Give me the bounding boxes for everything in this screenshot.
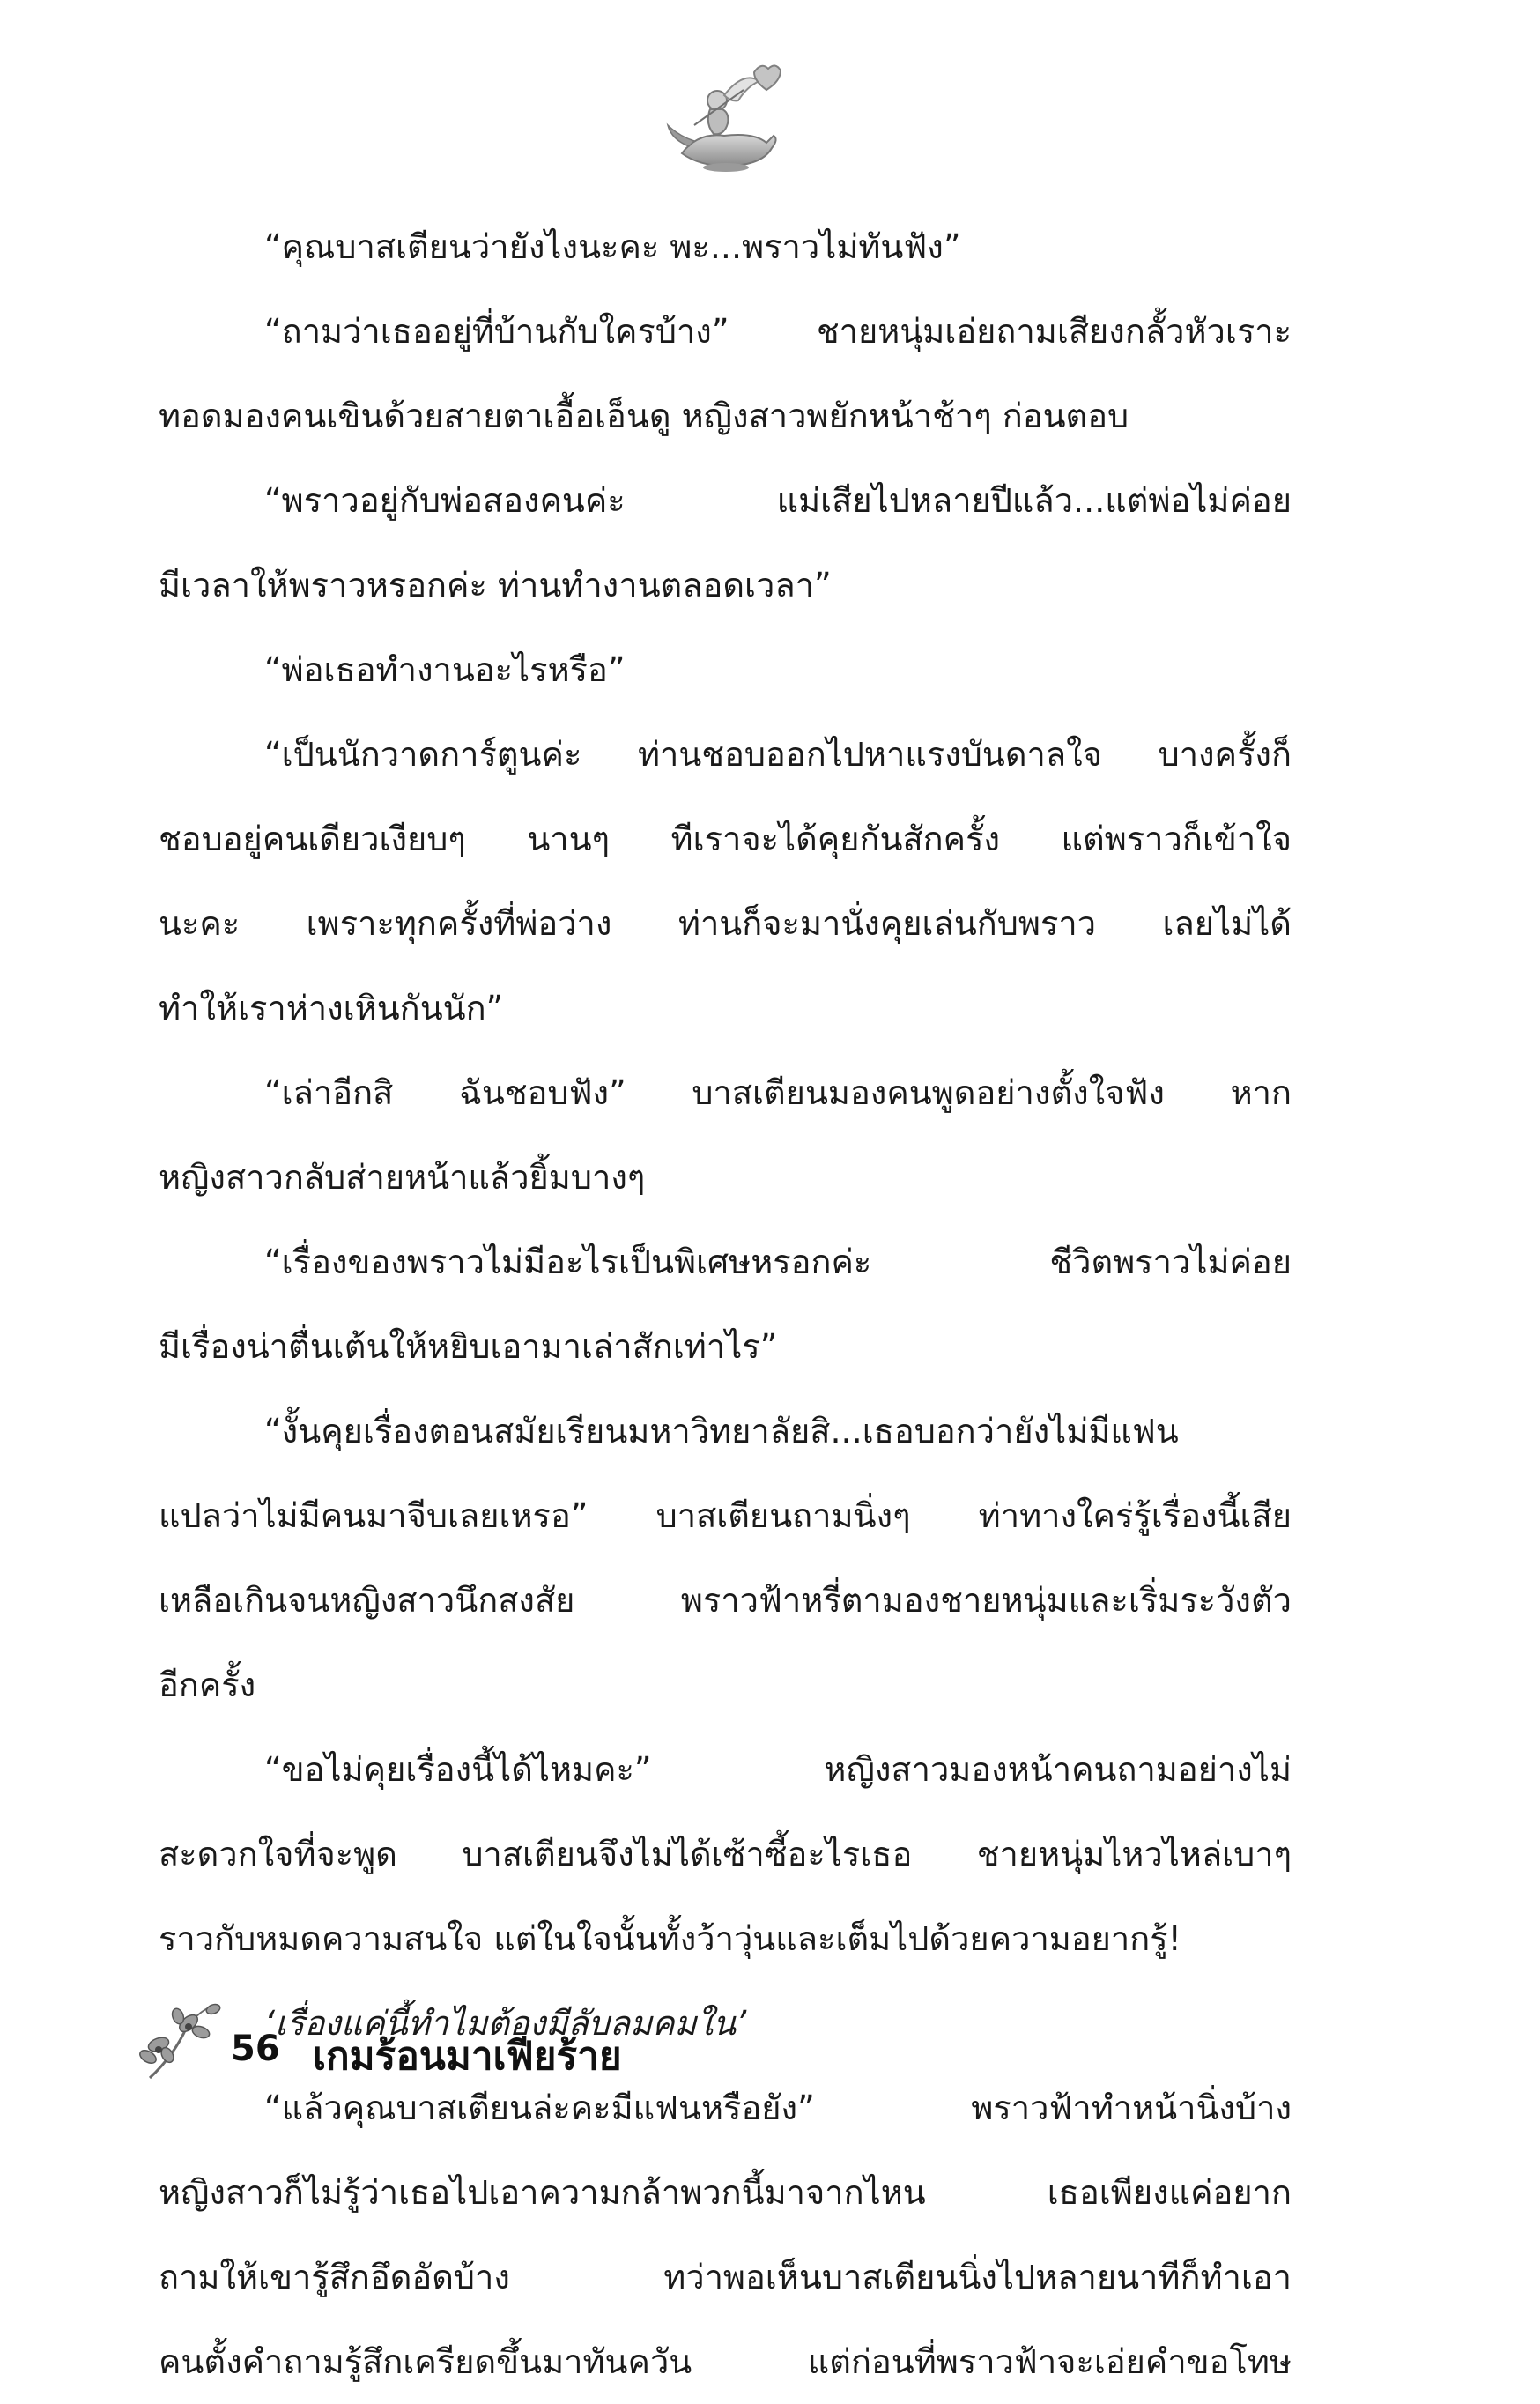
text-line: “พ่อเธอทำงานอะไรหรือ” (264, 650, 626, 689)
text-line: มีเรื่องน่าตื่นเต้นให้หยิบเอามาเล่าสักเท่าไร” (159, 1327, 778, 1366)
book-title: เกมร้อนมาเฟียร้าย (313, 2034, 622, 2079)
cupid-teapot-icon (663, 55, 786, 178)
text-line: “ถามว่าเธออยู่ที่บ้านกับใครบ้าง” ชายหนุ่มเอ่ยถามเสียงกลั้วหัวเราะ (264, 312, 1292, 351)
text-line: “แล้วคุณบาสเตียนล่ะคะมีแฟนหรือยัง” พราวฟ้าทำหน้านิ่งบ้าง (264, 2089, 1292, 2127)
text-line: ทอดมองคนเขินด้วยสายตาเอื้อเอ็นดู หญิงสาวพยักหน้าช้าๆ ก่อนตอบ (159, 397, 1129, 435)
text-line: “เป็นนักวาดการ์ตูนค่ะ ท่านชอบออกไปหาแรงบันดาลใจ บางครั้งก็ (264, 735, 1292, 774)
text-line: ถามให้เขารู้สึกอึดอัดบ้าง ทว่าพอเห็นบาสเตียนนิ่งไปหลายนาทีก็ทำเอา (159, 2258, 1292, 2296)
text-line: “เรื่องของพราวไม่มีอะไรเป็นพิเศษหรอกค่ะ ชีวิตพราวไม่ค่อย (264, 1243, 1292, 1281)
text-line: เหลือเกินจนหญิงสาวนึกสงสัย พราวฟ้าหรี่ตามองชายหนุ่มและเริ่มระวังตัว (159, 1581, 1292, 1620)
text-line: “คุณบาสเตียนว่ายังไงนะคะ พะ...พราวไม่ทันฟัง” (264, 227, 961, 266)
text-line: ราวกับหมดความสนใจ แต่ในใจนั้นทั้งว้าวุ่นและเต็มไปด้วยความอยากรู้! (159, 1919, 1181, 1958)
text-line: “พราวอยู่กับพ่อสองคนค่ะ แม่เสียไปหลายปีแล้ว...แต่พ่อไม่ค่อย (264, 481, 1292, 520)
text-line: ทำให้เราห่างเหินกันนัก” (159, 989, 504, 1028)
text-line: หญิงสาวก็ไม่รู้ว่าเธอไปเอาความกล้าพวกนี้มาจากไหน เธอเพียงแค่อยาก (159, 2173, 1292, 2212)
text-line: ชอบอยู่คนเดียวเงียบๆ นานๆ ทีเราจะได้คุยกันสักครั้ง แต่พราวก็เข้าใจ (159, 820, 1292, 858)
text-line: อีกครั้ง (159, 1666, 256, 1704)
text-line: นะคะ เพราะทุกครั้งที่พ่อว่าง ท่านก็จะมานั่งคุยเล่นกับพราว เลยไม่ได้ (159, 904, 1292, 943)
text-line: หญิงสาวกลับส่ายหน้าแล้วยิ้มบางๆ (159, 1158, 646, 1197)
text-line: “เล่าอีกสิ ฉันชอบฟัง” บาสเตียนมองคนพูดอย่างตั้งใจฟัง หาก (264, 1073, 1292, 1112)
text-line: คนตั้งคำถามรู้สึกเครียดขึ้นมาทันควัน แต่ก่อนที่พราวฟ้าจะเอ่ยคำขอโทษ (159, 2342, 1292, 2381)
orchid-flower-icon (132, 1993, 229, 2090)
text-line: สะดวกใจที่จะพูด บาสเตียนจึงไม่ได้เซ้าซี้อะไรเธอ ชายหนุ่มไหวไหล่เบาๆ (159, 1835, 1292, 1873)
page-number: 56 (231, 2029, 280, 2069)
text-line: “ขอไม่คุยเรื่องนี้ได้ไหมคะ” หญิงสาวมองหน้าคนถามอย่างไม่ (264, 1750, 1292, 1789)
text-line: มีเวลาให้พราวหรอกค่ะ ท่านทำงานตลอดเวลา” (159, 566, 832, 605)
text-line: “งั้นคุยเรื่องตอนสมัยเรียนมหาวิทยาลัยสิ...เธอบอกว่ายังไม่มีแฟน (264, 1412, 1179, 1451)
text-line: ‘เรื่องแค่นี้ทำไมต้องมีลับลมคมใน’ (264, 2004, 747, 2043)
page-footer (132, 1993, 749, 2090)
text-line: แปลว่าไม่มีคนมาจีบเลยเหรอ” บาสเตียนถามนิ่งๆ ท่าทางใคร่รู้เรื่องนี้เสีย (159, 1496, 1292, 1535)
